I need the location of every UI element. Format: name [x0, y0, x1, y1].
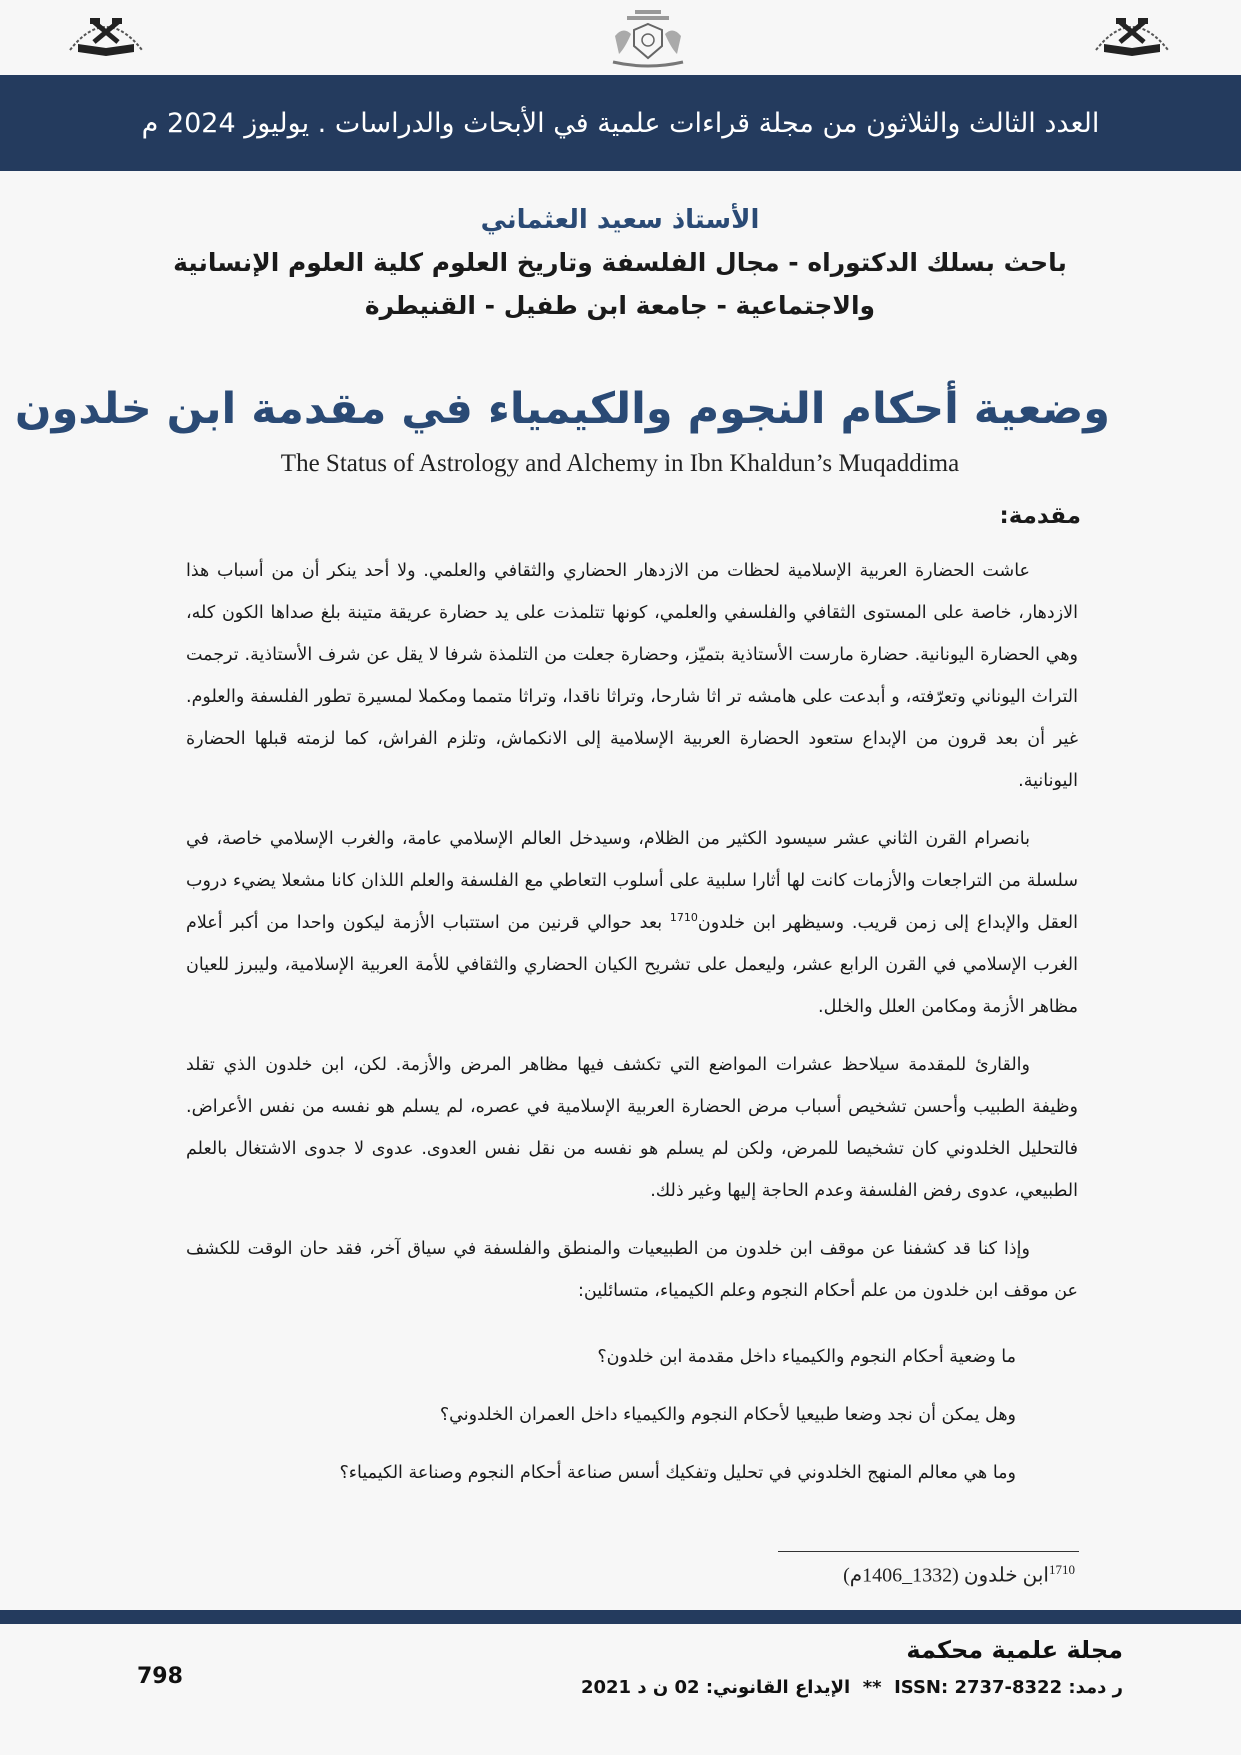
question-1: ما وضعية أحكام النجوم والكيمياء داخل مقدمة ابن خلدون؟ [597, 1347, 1016, 1367]
footnote-reference[interactable]: 1710 [669, 911, 698, 925]
footer-bar [0, 1610, 1241, 1624]
footnote [843, 1562, 1075, 1588]
article-body [186, 550, 1078, 1502]
section-heading: مقدمة: [999, 503, 1081, 529]
page-number: 798 [137, 1664, 183, 1689]
affiliation-line-2: والاجتماعية - جامعة ابن طفيل - القنيطرة [364, 291, 876, 320]
paragraph-2 [186, 818, 1078, 1028]
emblem-left-icon [64, 8, 148, 60]
question-3: وما هي معالم المنهج الخلدوني في تحليل وتفكيك أسس صناعة أحكام النجوم وصناعة الكيمياء؟ [339, 1463, 1016, 1483]
author-block [150, 205, 1090, 327]
journal-banner [0, 75, 1241, 171]
paragraph-2-part-1: بانصرام القرن الثاني عشر سيسود الكثير من الظلام، وسيدخل العالم الإسلامي عامة، والغرب الإسلامي خاصة، في سلسلة من التراجعات والأزمات كانت لها أثارا سلبية على أسلوب التعاطي مع الفلسفة والعلم اللذان كانا مشعلا يضيء دروب العقل والإبداع إلى زمن قريب. وسيظهر ابن خلدون [186, 829, 1078, 933]
footnote-number: 1710 [1049, 1562, 1075, 1577]
paragraph-1: عاشت الحضارة العربية الإسلامية لحظات من الازدهار الحضاري والثقافي والعلمي. ولا أحد ينكر أن من أسباب هذا الازدهار، خاصة على المستوى الثقافي والفلسفي والعلمي، كونها تتلمذت على يد حضارة عريقة متينة بلغ صداها الكون كله، وهي الحضارة اليونانية. حضارة مارست الأستاذية بتميّز، وحضارة جعلت من التلمذة شرفا لا يقل عن شرف الأستاذية. ترجمت التراث اليوناني وتعرّفته، و أبدعت على هامشه تر اثا شارحا، وتراثا ناقدا، وتراثا متمما ومكملا لمسيرة تطور الفلسفة والعلوم. غير أن بعد قرون من الإبداع ستعود الحضارة العربية الإسلامية إلى الانكماش، وتلزم الفراش، كما لزمته قبلها الحضارة اليونانية. [186, 561, 1078, 791]
affiliation-line-1: باحث بسلك الدكتوراه - مجال الفلسفة وتاريخ العلوم كلية العلوم الإنسانية [173, 248, 1067, 277]
paragraph-4: وإذا كنا قد كشفنا عن موقف ابن خلدون من الطبيعيات والمنطق والفلسفة في سياق آخر، فقد حان الوقت للكشف عن موقف ابن خلدون من علم أحكام النجوم وعلم الكيمياء، متسائلين: [186, 1239, 1078, 1301]
journal-name: مجلة علمية محكمة [906, 1636, 1123, 1664]
deposit-value: 02 ن د 2021 [580, 1677, 700, 1698]
footer-separator: ** [862, 1677, 882, 1698]
footnote-divider [778, 1551, 1079, 1552]
deposit-label: الإيداع القانوني: [705, 1677, 851, 1698]
author-affiliation [150, 241, 1090, 327]
banner-title: العدد الثالث والثلاثون من مجلة قراءات علمية في الأبحاث والدراسات . يوليوز 2024 م [141, 107, 1100, 139]
issn-label: ر دمد: [1068, 1677, 1123, 1698]
journal-identifiers [581, 1677, 1123, 1698]
article-title-english: The Status of Astrology and Alchemy in Ibn Khaldun’s Muqaddima [280, 450, 960, 477]
moroccan-coat-of-arms-icon [605, 8, 691, 70]
question-2: وهل يمكن أن نجد وضعا طبيعيا لأحكام النجوم والكيمياء داخل العمران الخلدوني؟ [439, 1405, 1016, 1425]
author-name: الأستاذ سعيد العثماني [480, 205, 760, 235]
article-title-arabic: وضعية أحكام النجوم والكيمياء في مقدمة ابن خلدون [14, 384, 1110, 434]
emblem-right-icon [1090, 8, 1174, 60]
paragraph-2-part-2: بعد حوالي قرنين من استتباب الأزمة ليكون واحدا من أكبر أعلام الغرب الإسلامي في القرن الرابع عشر، وليعمل على تشريح الكيان الحضاري والثقافي للأمة العربية الإسلامية، وليبرز للعيان مظاهر الأزمة ومكامن العلل والخلل. [186, 913, 1078, 1017]
issn-value: ISSN: 2737-8322 [894, 1677, 1063, 1698]
paragraph-3: والقارئ للمقدمة سيلاحظ عشرات المواضع التي تكشف فيها مظاهر المرض والأزمة. لكن، ابن خلدون الذي تقلد وظيفة الطبيب وأحسن تشخيص أسباب مرض الحضارة العربية الإسلامية في عصره، لم يسلم هو نفسه من نفس الأعراض. فالتحليل الخلدوني كان تشخيصا للمرض، ولكن لم يسلم هو نفسه من نقل نفس العدوى. عدوى لا جدوى الاشتغال بالعلم الطبيعي، عدوى رفض الفلسفة وعدم الحاجة إليها وغير ذلك. [186, 1055, 1078, 1201]
footnote-text: ابن خلدون (1332_1406م) [843, 1564, 1049, 1587]
